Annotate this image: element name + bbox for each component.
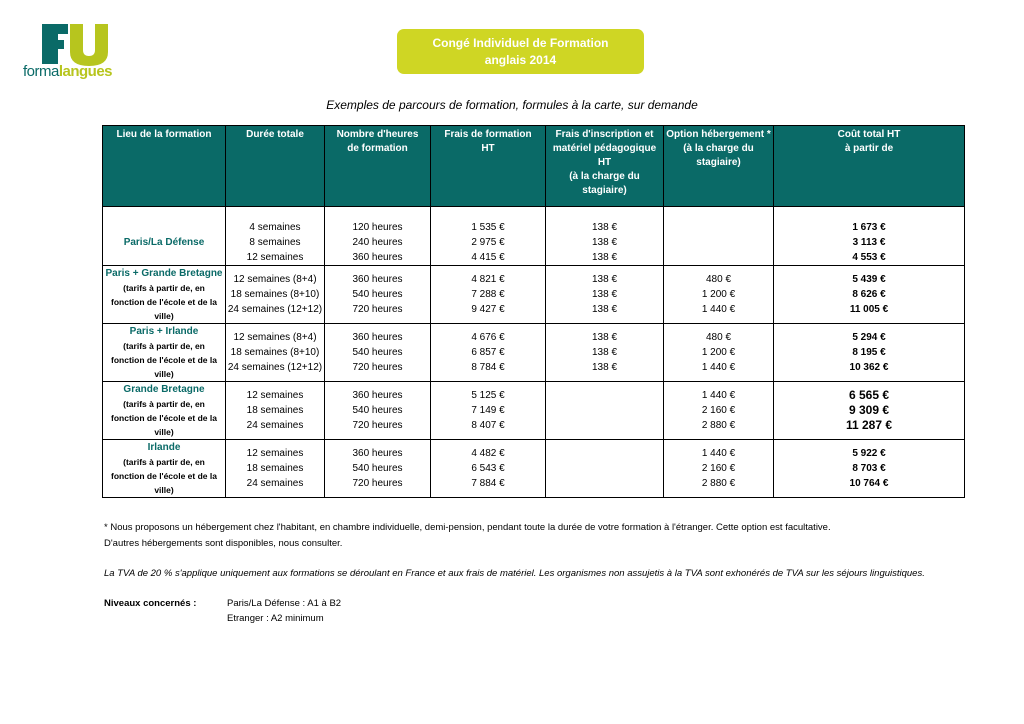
inscription-value: 138 € (591, 332, 618, 343)
heures-value: 360 heures (352, 390, 403, 401)
hebergement-value: 1 440 € (701, 448, 736, 459)
durees-value: 18 semaines (8+10) (230, 289, 320, 300)
durees-value: 24 semaines (12+12) (227, 304, 323, 315)
inscription-cell (546, 207, 664, 266)
heures-value: 360 heures (352, 251, 403, 263)
table-row (103, 266, 965, 324)
hebergement-value: 480 € (705, 332, 732, 343)
frais-cell (431, 207, 546, 266)
durees-cell (226, 207, 325, 266)
header-frais-line: Frais de formation (444, 129, 532, 140)
hebergement-cell (664, 266, 774, 324)
total-cell (774, 324, 965, 382)
lieu-cell (103, 440, 226, 498)
inscription-value: 138 € (591, 236, 618, 248)
inscription-value: 138 € (591, 289, 618, 300)
header-hebergement (664, 126, 774, 207)
hebergement-value: 1 200 € (701, 289, 736, 300)
frais-value: 7 884 € (471, 478, 505, 489)
lieu-cell (103, 324, 226, 382)
inscription-cell (546, 382, 664, 440)
table-header-row (103, 126, 965, 207)
durees-value: 24 semaines (12+12) (227, 362, 323, 373)
table-row (103, 207, 965, 266)
lieu-note: (tarifs à partir de, en (123, 341, 205, 351)
durees-value: 24 semaines (246, 478, 304, 489)
inscription-value (546, 418, 663, 433)
heures-cell (325, 207, 431, 266)
durees-value: 8 semaines (249, 236, 301, 248)
durees-cell (226, 382, 325, 440)
table-row (103, 440, 965, 498)
heures-value: 540 heures (352, 463, 403, 474)
heures-value: 720 heures (352, 362, 403, 373)
heures-value: 120 heures (352, 221, 403, 233)
inscription-value: 138 € (591, 347, 618, 358)
header-hebergement-line: (à la charge du (683, 143, 754, 154)
header-hebergement-line: stagiaire) (696, 157, 741, 168)
header-total-line: à partir de (844, 143, 894, 154)
total-cell (774, 382, 965, 440)
header-inscription (546, 126, 664, 207)
inscription-value: 138 € (591, 221, 618, 233)
header-total (774, 126, 965, 207)
hebergement-value: 1 440 € (701, 362, 736, 373)
logo-word-part2: langues (58, 63, 113, 80)
frais-cell (431, 382, 546, 440)
durees-value: 12 semaines (246, 448, 304, 459)
durees-value: 18 semaines (8+10) (230, 347, 320, 358)
total-value: 8 195 € (852, 347, 886, 358)
durees-value: 12 semaines (8+4) (233, 332, 317, 343)
total-value: 5 439 € (852, 274, 886, 285)
total-value: 11 287 € (845, 418, 893, 432)
frais-value: 6 857 € (471, 347, 505, 358)
header-heures (325, 126, 431, 207)
lieu-name: Paris/La Défense (123, 236, 205, 248)
heures-value: 540 heures (352, 405, 403, 416)
hebergement-value: 2 160 € (701, 463, 736, 474)
subtitle: Exemples de parcours de formation, formules à la carte, sur demande (326, 98, 698, 112)
header-duree (226, 126, 325, 207)
hebergement-cell (664, 440, 774, 498)
frais-cell (431, 266, 546, 324)
total-value: 3 113 € (852, 236, 886, 248)
heures-value: 240 heures (352, 236, 403, 248)
total-value: 11 005 € (849, 304, 889, 315)
frais-value: 4 676 € (471, 332, 505, 343)
total-value: 6 565 € (848, 388, 890, 402)
header-lieu (103, 126, 226, 207)
lieu-note: ville) (154, 311, 174, 321)
frais-value: 7 149 € (471, 405, 505, 416)
inscription-value: 138 € (591, 362, 618, 373)
hebergement-cell (664, 207, 774, 266)
title-line2: anglais 2014 (484, 52, 557, 67)
total-value: 4 553 € (852, 251, 886, 263)
hebergement-value (664, 220, 773, 235)
header-frais (431, 126, 546, 207)
frais-value: 8 407 € (471, 420, 505, 431)
inscription-cell (546, 324, 664, 382)
total-cell (774, 440, 965, 498)
heures-value: 720 heures (352, 304, 403, 315)
frais-value: 1 535 € (471, 221, 505, 233)
note-hebergement: * Nous proposons un hébergement chez l'habitant, en chambre individuelle, demi-pension, pendant toute la durée de votre formation à l'étranger. Cette option est facultative. (104, 522, 831, 533)
frais-value: 4 482 € (471, 448, 505, 459)
heures-value: 360 heures (352, 332, 403, 343)
durees-value: 18 semaines (246, 463, 304, 474)
hebergement-cell (664, 324, 774, 382)
durees-value: 18 semaines (246, 405, 304, 416)
header-duree-line: Durée totale (246, 129, 304, 140)
total-value: 10 362 € (849, 362, 889, 373)
hebergement-value: 2 160 € (701, 405, 736, 416)
durees-value: 12 semaines (246, 251, 304, 263)
lieu-note: (tarifs à partir de, en (123, 399, 205, 409)
total-value: 8 703 € (852, 463, 886, 474)
header-heures-line: de formation (347, 143, 408, 154)
total-value: 5 294 € (852, 332, 886, 343)
lieu-name: Irlande (147, 442, 181, 453)
total-value: 5 922 € (852, 448, 886, 459)
heures-value: 360 heures (352, 448, 403, 459)
hebergement-value: 1 440 € (701, 304, 736, 315)
frais-value: 6 543 € (471, 463, 505, 474)
total-value: 9 309 € (848, 403, 890, 417)
header-inscription-line: Frais d'inscription et (555, 129, 654, 140)
inscription-value (546, 461, 663, 476)
lieu-name: Grande Bretagne (123, 384, 205, 395)
lieu-note: fonction de l'école et de la (111, 413, 217, 423)
lieu-note: ville) (154, 485, 174, 495)
frais-cell (431, 440, 546, 498)
table-row (103, 382, 965, 440)
inscription-cell (546, 266, 664, 324)
durees-value: 4 semaines (249, 221, 301, 233)
header-inscription-line: (à la charge du stagiaire) (569, 171, 640, 196)
inscription-value: 138 € (591, 251, 618, 263)
inscription-value (546, 403, 663, 418)
frais-value: 8 784 € (471, 362, 505, 373)
lieu-cell (103, 266, 226, 324)
frais-cell (431, 324, 546, 382)
lieu-note: ville) (154, 369, 174, 379)
niveaux-paris: Paris/La Défense : A1 à B2 (227, 598, 342, 609)
hebergement-value: 2 880 € (701, 478, 736, 489)
hebergement-value (664, 250, 773, 265)
durees-value: 12 semaines (246, 390, 304, 401)
lieu-note: fonction de l'école et de la (111, 471, 217, 481)
durees-value: 12 semaines (8+4) (233, 274, 317, 285)
lieu-note: (tarifs à partir de, en (123, 457, 205, 467)
header-total-line: Coût total HT (837, 129, 901, 140)
niveaux-label: Niveaux concernés : (104, 598, 197, 609)
heures-value: 540 heures (352, 347, 403, 358)
lieu-cell (103, 207, 226, 266)
hebergement-value: 480 € (705, 274, 732, 285)
inscription-value: 138 € (591, 304, 618, 315)
hebergement-value: 1 440 € (701, 390, 736, 401)
frais-value: 7 288 € (471, 289, 505, 300)
frais-value: 4 415 € (471, 251, 505, 263)
heures-cell (325, 382, 431, 440)
header-frais-line: HT (481, 143, 495, 154)
heures-value: 720 heures (352, 478, 403, 489)
header-hebergement-line: Option hébergement * (666, 129, 771, 140)
note-tva: La TVA de 20 % s'applique uniquement aux formations se déroulant en France et aux frais de matériel. Les organismes non assujetis à la TVA sont exhonérés de TVA sur les séjours linguistiques. (104, 568, 925, 579)
hebergement-cell (664, 382, 774, 440)
logo-word-part1: forma (23, 63, 59, 80)
lieu-cell (103, 382, 226, 440)
lieu-name: Paris + Irlande (129, 326, 199, 337)
hebergement-value: 2 880 € (701, 420, 736, 431)
durees-cell (226, 266, 325, 324)
pricing-table (102, 125, 965, 498)
title-line1: Congé Individuel de Formation (432, 35, 609, 50)
inscription-value (546, 446, 663, 461)
header-inscription-line: matériel pédagogique HT (552, 143, 657, 168)
logo-wordmark (23, 64, 112, 80)
frais-value: 4 821 € (471, 274, 505, 285)
lieu-name: Paris + Grande Bretagne (105, 268, 223, 279)
total-cell (774, 266, 965, 324)
durees-value: 24 semaines (246, 420, 304, 431)
frais-value: 5 125 € (471, 390, 505, 401)
lieu-note: fonction de l'école et de la (111, 355, 217, 365)
heures-cell (325, 324, 431, 382)
lieu-note: (tarifs à partir de, en (123, 283, 205, 293)
lieu-note: fonction de l'école et de la (111, 297, 217, 307)
frais-value: 9 427 € (471, 304, 505, 315)
niveaux-etranger: Etranger : A2 minimum (227, 613, 324, 624)
durees-cell (226, 440, 325, 498)
header-lieu-line: Lieu de la formation (116, 129, 212, 140)
durees-cell (226, 324, 325, 382)
total-value: 8 626 € (852, 289, 886, 300)
heures-value: 720 heures (352, 420, 403, 431)
inscription-value (546, 388, 663, 403)
lieu-note: ville) (154, 427, 174, 437)
heures-value: 360 heures (352, 274, 403, 285)
heures-cell (325, 266, 431, 324)
frais-value: 2 975 € (471, 236, 505, 248)
inscription-cell (546, 440, 664, 498)
heures-value: 540 heures (352, 289, 403, 300)
total-value: 10 764 € (849, 478, 889, 489)
heures-cell (325, 440, 431, 498)
total-cell (774, 207, 965, 266)
inscription-value (546, 476, 663, 491)
header-heures-line: Nombre d'heures (336, 129, 419, 140)
inscription-value: 138 € (591, 274, 618, 285)
note-autres-hebergements: D'autres hébergements sont disponibles, nous consulter. (104, 538, 343, 549)
title-box (397, 29, 644, 74)
table-row (103, 324, 965, 382)
total-value: 1 673 € (852, 221, 886, 233)
hebergement-value (664, 235, 773, 250)
hebergement-value: 1 200 € (701, 347, 736, 358)
